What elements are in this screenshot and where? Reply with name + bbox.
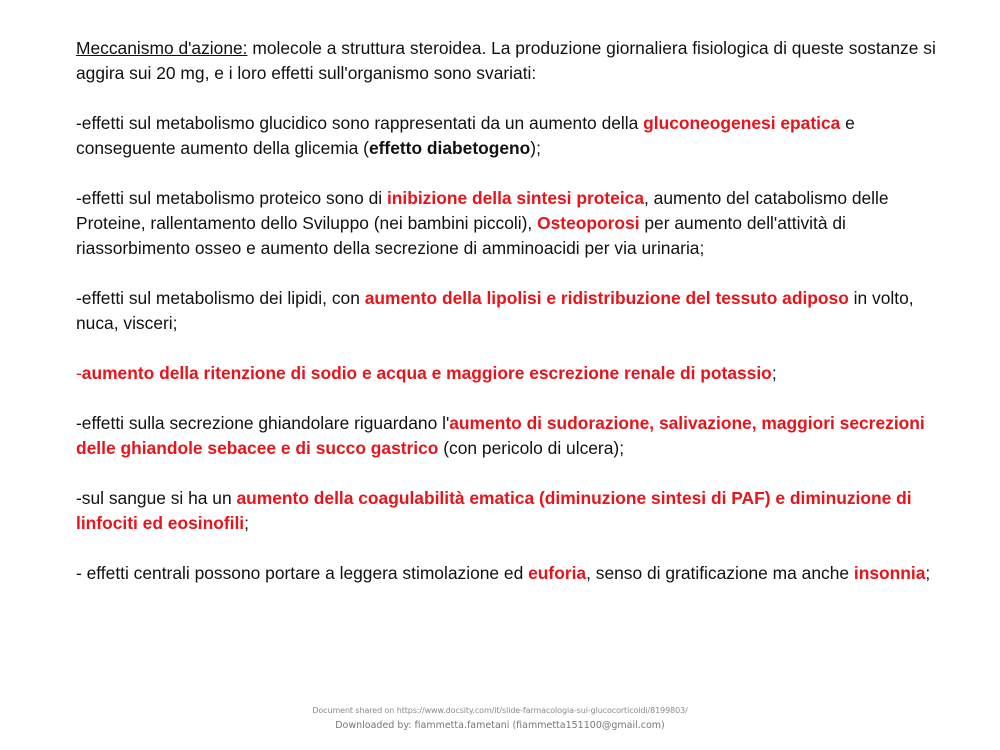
text-segment: -effetti sul metabolismo dei lipidi, con <box>76 288 365 308</box>
paragraph-sodium <box>76 361 946 386</box>
text-segment: e conseguente aumento della glicemia ( <box>76 113 855 158</box>
footer-downloaded-by: Downloaded by: fiammetta.fametani (fiammetta151100@gmail.com) <box>335 720 665 731</box>
highlight-term: euforia <box>528 563 587 583</box>
highlight-term: aumento di sudorazione, salivazione, maggiori secrezioni delle ghiandole sebacee e di succo gastrico <box>76 413 925 458</box>
text-segment: , aumento del catabolismo delle Proteine, rallentamento dello Sviluppo (nei bambini piccoli), <box>76 188 889 233</box>
highlight-term: Osteoporosi <box>537 213 640 233</box>
text-segment: ; <box>244 513 249 533</box>
text-segment: -effetti sul metabolismo glucidico sono rappresentati da un aumento della <box>76 113 644 133</box>
highlight-term: aumento della lipolisi e ridistribuzione del tessuto adiposo <box>364 288 849 308</box>
footer-shared-link[interactable]: Document shared on https://www.docsity.com/it/slide-farmacologia-sui-glucocorticoidi/8199803/ <box>312 706 688 715</box>
text-segment: per aumento dell'attività di riassorbimento osseo e aumento della secrezione di amminoacidi per via urinaria; <box>76 213 846 258</box>
paragraph-lipid <box>76 286 946 336</box>
slide-body <box>76 36 946 611</box>
highlight-term: inibizione della sintesi proteica <box>386 188 644 208</box>
highlight-term: aumento della ritenzione di sodio e acqua e maggiore escrezione renale di potassio <box>81 363 772 383</box>
text-segment: ; <box>925 563 931 583</box>
mechanism-heading: Meccanismo d'azione: <box>76 38 248 58</box>
paragraph-mechanism <box>76 36 946 86</box>
paragraph-glandular <box>76 411 946 461</box>
text-segment: -effetti sul metabolismo proteico sono di <box>76 188 387 208</box>
highlight-term: insonnia <box>853 563 926 583</box>
paragraph-blood <box>76 486 946 536</box>
text-segment: , senso di gratificazione ma anche <box>586 563 854 583</box>
text-segment: - effetti centrali possono portare a leggera stimolazione ed <box>76 563 529 583</box>
text-segment: in volto, nuca, visceri; <box>76 288 914 333</box>
paragraph-central <box>76 561 946 586</box>
text-segment: (con pericolo di ulcera); <box>438 438 625 458</box>
paragraph-glucidic <box>76 111 946 161</box>
text-segment: ); <box>530 138 541 158</box>
paragraph-protein <box>76 186 946 261</box>
text-segment: ; <box>771 363 777 383</box>
text-segment: -sul sangue si ha un <box>76 488 237 508</box>
highlight-term: gluconeogenesi epatica <box>643 113 841 133</box>
text-segment: molecole a struttura steroidea. La produzione giornaliera fisiologica di queste sostanze si aggira sui 20 mg, e i loro effetti sull'organismo sono svariati: <box>76 38 936 83</box>
highlight-term: aumento della coagulabilità ematica (diminuzione sintesi di PAF) e diminuzione di linfociti ed eosinofili <box>76 488 912 533</box>
bold-term: effetto diabetogeno <box>368 138 531 158</box>
text-segment: -effetti sulla secrezione ghiandolare riguardano l' <box>76 413 450 433</box>
text-segment: - <box>76 363 82 383</box>
